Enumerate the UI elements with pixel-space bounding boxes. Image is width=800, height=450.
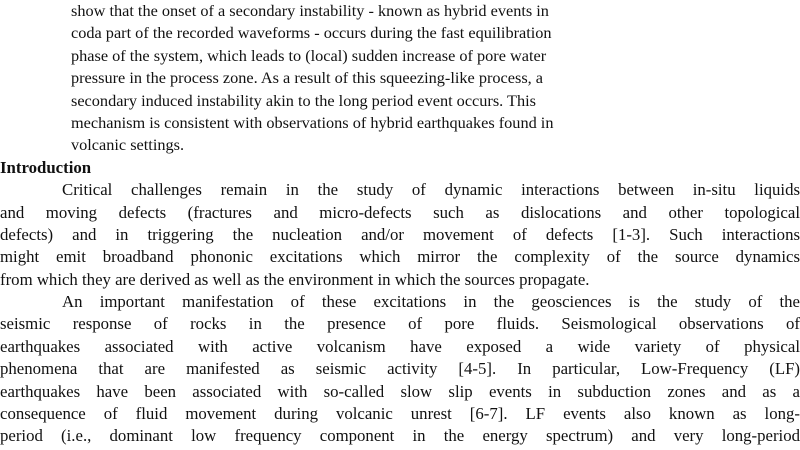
paragraph-1 <box>0 179 800 291</box>
paragraph-line: seismic response of rocks in the presence of pore fluids. Seismological observations of <box>0 314 800 334</box>
paragraph-line: phenomena that are manifested as seismic activity [4-5]. In particular, Low-Frequency (LF) <box>0 359 800 379</box>
abstract-line: coda part of the recorded waveforms - occurs during the fast equilibration <box>71 23 552 43</box>
paragraph-line: consequence of fluid movement during volcanic unrest [6-7]. LF events also known as long- <box>0 404 800 424</box>
abstract-line: secondary induced instability akin to the long period event occurs. This <box>71 90 536 110</box>
abstract <box>0 0 800 157</box>
abstract-line: phase of the system, which leads to (local) sudden increase of pore water <box>71 45 547 65</box>
abstract-line: pressure in the process zone. As a result of this squeezing-like process, a <box>71 68 544 88</box>
paragraph-line: from which they are derived as well as the environment in which the sources propagate. <box>0 269 590 289</box>
paragraph-line: earthquakes have been associated with so-called slow slip events in subduction zones and as a <box>0 381 800 401</box>
abstract-line: volcanic settings. <box>71 135 185 155</box>
paragraph-line: Critical challenges remain in the study of dynamic interactions between in-situ liquids <box>62 180 800 200</box>
paragraph-line: and moving defects (fractures and micro-defects such as dislocations and other topological <box>0 202 800 222</box>
paragraph-line: period (i.e., dominant low frequency component in the energy spectrum) and very long-period <box>0 426 800 446</box>
paragraph-line: defects) and in triggering the nucleation and/or movement of defects [1-3]. Such interactions <box>0 224 800 244</box>
paragraph-line: earthquakes associated with active volcanism have exposed a wide variety of physical <box>0 336 800 356</box>
section-heading: Introduction <box>0 157 92 177</box>
paragraph-line: might emit broadband phononic excitations which mirror the complexity of the source dynamics <box>0 247 800 267</box>
abstract-line: show that the onset of a secondary instability - known as hybrid events in <box>71 1 549 20</box>
paragraph-line: An important manifestation of these excitations in the geosciences is the study of the <box>62 292 800 312</box>
abstract-line: mechanism is consistent with observations of hybrid earthquakes found in <box>71 112 554 132</box>
paragraph-2 <box>0 291 800 448</box>
